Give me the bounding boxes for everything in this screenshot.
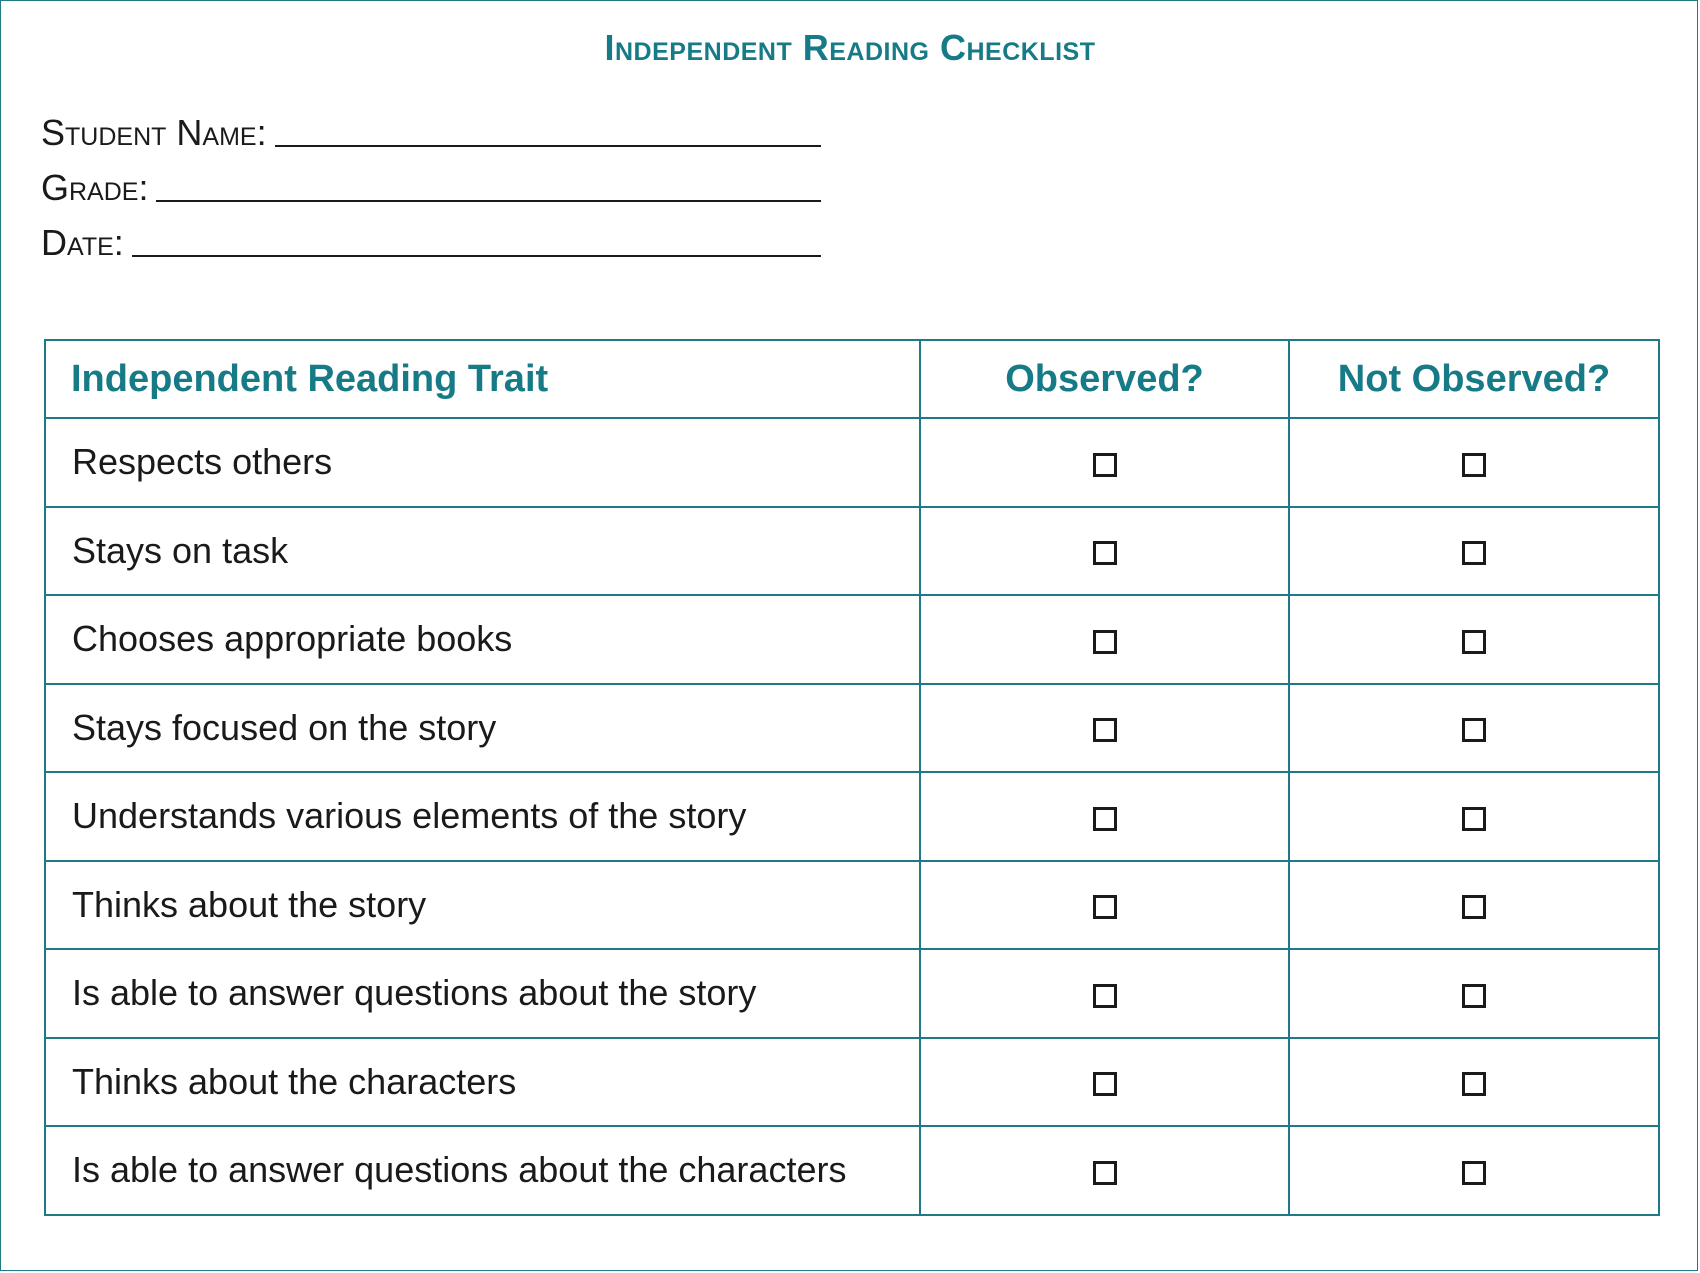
not-observed-cell xyxy=(1289,595,1659,684)
observed-checkbox-icon[interactable] xyxy=(1093,1161,1117,1185)
not-observed-checkbox-icon[interactable] xyxy=(1462,984,1486,1008)
date-label: Date: xyxy=(41,222,124,263)
observed-cell xyxy=(920,772,1289,861)
trait-label: Thinks about the story xyxy=(45,861,920,950)
observed-cell xyxy=(920,595,1289,684)
table-row xyxy=(45,772,1659,861)
date-field[interactable] xyxy=(41,210,821,265)
not-observed-checkbox-icon[interactable] xyxy=(1462,630,1486,654)
table-row xyxy=(45,507,1659,596)
table-row xyxy=(45,1038,1659,1127)
student-name-label: Student Name: xyxy=(41,112,267,153)
not-observed-checkbox-icon[interactable] xyxy=(1462,453,1486,477)
observed-checkbox-icon[interactable] xyxy=(1093,984,1117,1008)
observed-cell xyxy=(920,1038,1289,1127)
grade-blank-line[interactable] xyxy=(156,166,821,202)
not-observed-checkbox-icon[interactable] xyxy=(1462,541,1486,565)
table-row xyxy=(45,1126,1659,1215)
trait-label: Understands various elements of the story xyxy=(45,772,920,861)
table-row xyxy=(45,949,1659,1038)
not-observed-cell xyxy=(1289,772,1659,861)
observed-checkbox-icon[interactable] xyxy=(1093,1072,1117,1096)
observed-checkbox-icon[interactable] xyxy=(1093,541,1117,565)
trait-label: Chooses appropriate books xyxy=(45,595,920,684)
not-observed-cell xyxy=(1289,684,1659,773)
header-observed: Observed? xyxy=(920,340,1289,418)
trait-label: Stays focused on the story xyxy=(45,684,920,773)
table-header-row xyxy=(45,340,1659,418)
not-observed-cell xyxy=(1289,1126,1659,1215)
not-observed-checkbox-icon[interactable] xyxy=(1462,1072,1486,1096)
observed-cell xyxy=(920,418,1289,507)
grade-field[interactable] xyxy=(41,155,821,210)
reading-trait-table xyxy=(44,339,1660,1216)
trait-label: Respects others xyxy=(45,418,920,507)
grade-label: Grade: xyxy=(41,167,149,208)
date-blank-line[interactable] xyxy=(132,221,821,257)
not-observed-checkbox-icon[interactable] xyxy=(1462,807,1486,831)
trait-label: Is able to answer questions about the characters xyxy=(45,1126,920,1215)
table-row xyxy=(45,861,1659,950)
header-trait: Independent Reading Trait xyxy=(45,340,920,418)
trait-label: Is able to answer questions about the story xyxy=(45,949,920,1038)
observed-checkbox-icon[interactable] xyxy=(1093,453,1117,477)
student-name-field[interactable] xyxy=(41,100,821,155)
table-row xyxy=(45,684,1659,773)
observed-cell xyxy=(920,684,1289,773)
student-name-blank-line[interactable] xyxy=(275,111,821,147)
page-title: Independent Reading Checklist xyxy=(604,27,1096,68)
table-row xyxy=(45,418,1659,507)
not-observed-cell xyxy=(1289,1038,1659,1127)
not-observed-checkbox-icon[interactable] xyxy=(1462,1161,1486,1185)
observed-cell xyxy=(920,949,1289,1038)
not-observed-cell xyxy=(1289,949,1659,1038)
trait-label: Thinks about the characters xyxy=(45,1038,920,1127)
not-observed-checkbox-icon[interactable] xyxy=(1462,895,1486,919)
trait-label: Stays on task xyxy=(45,507,920,596)
not-observed-cell xyxy=(1289,861,1659,950)
not-observed-cell xyxy=(1289,418,1659,507)
observed-checkbox-icon[interactable] xyxy=(1093,630,1117,654)
observed-checkbox-icon[interactable] xyxy=(1093,807,1117,831)
observed-checkbox-icon[interactable] xyxy=(1093,718,1117,742)
student-info-fields xyxy=(41,100,821,265)
table-row xyxy=(45,595,1659,684)
observed-cell xyxy=(920,1126,1289,1215)
not-observed-cell xyxy=(1289,507,1659,596)
not-observed-checkbox-icon[interactable] xyxy=(1462,718,1486,742)
header-not-observed: Not Observed? xyxy=(1289,340,1659,418)
observed-cell xyxy=(920,861,1289,950)
observed-checkbox-icon[interactable] xyxy=(1093,895,1117,919)
observed-cell xyxy=(920,507,1289,596)
